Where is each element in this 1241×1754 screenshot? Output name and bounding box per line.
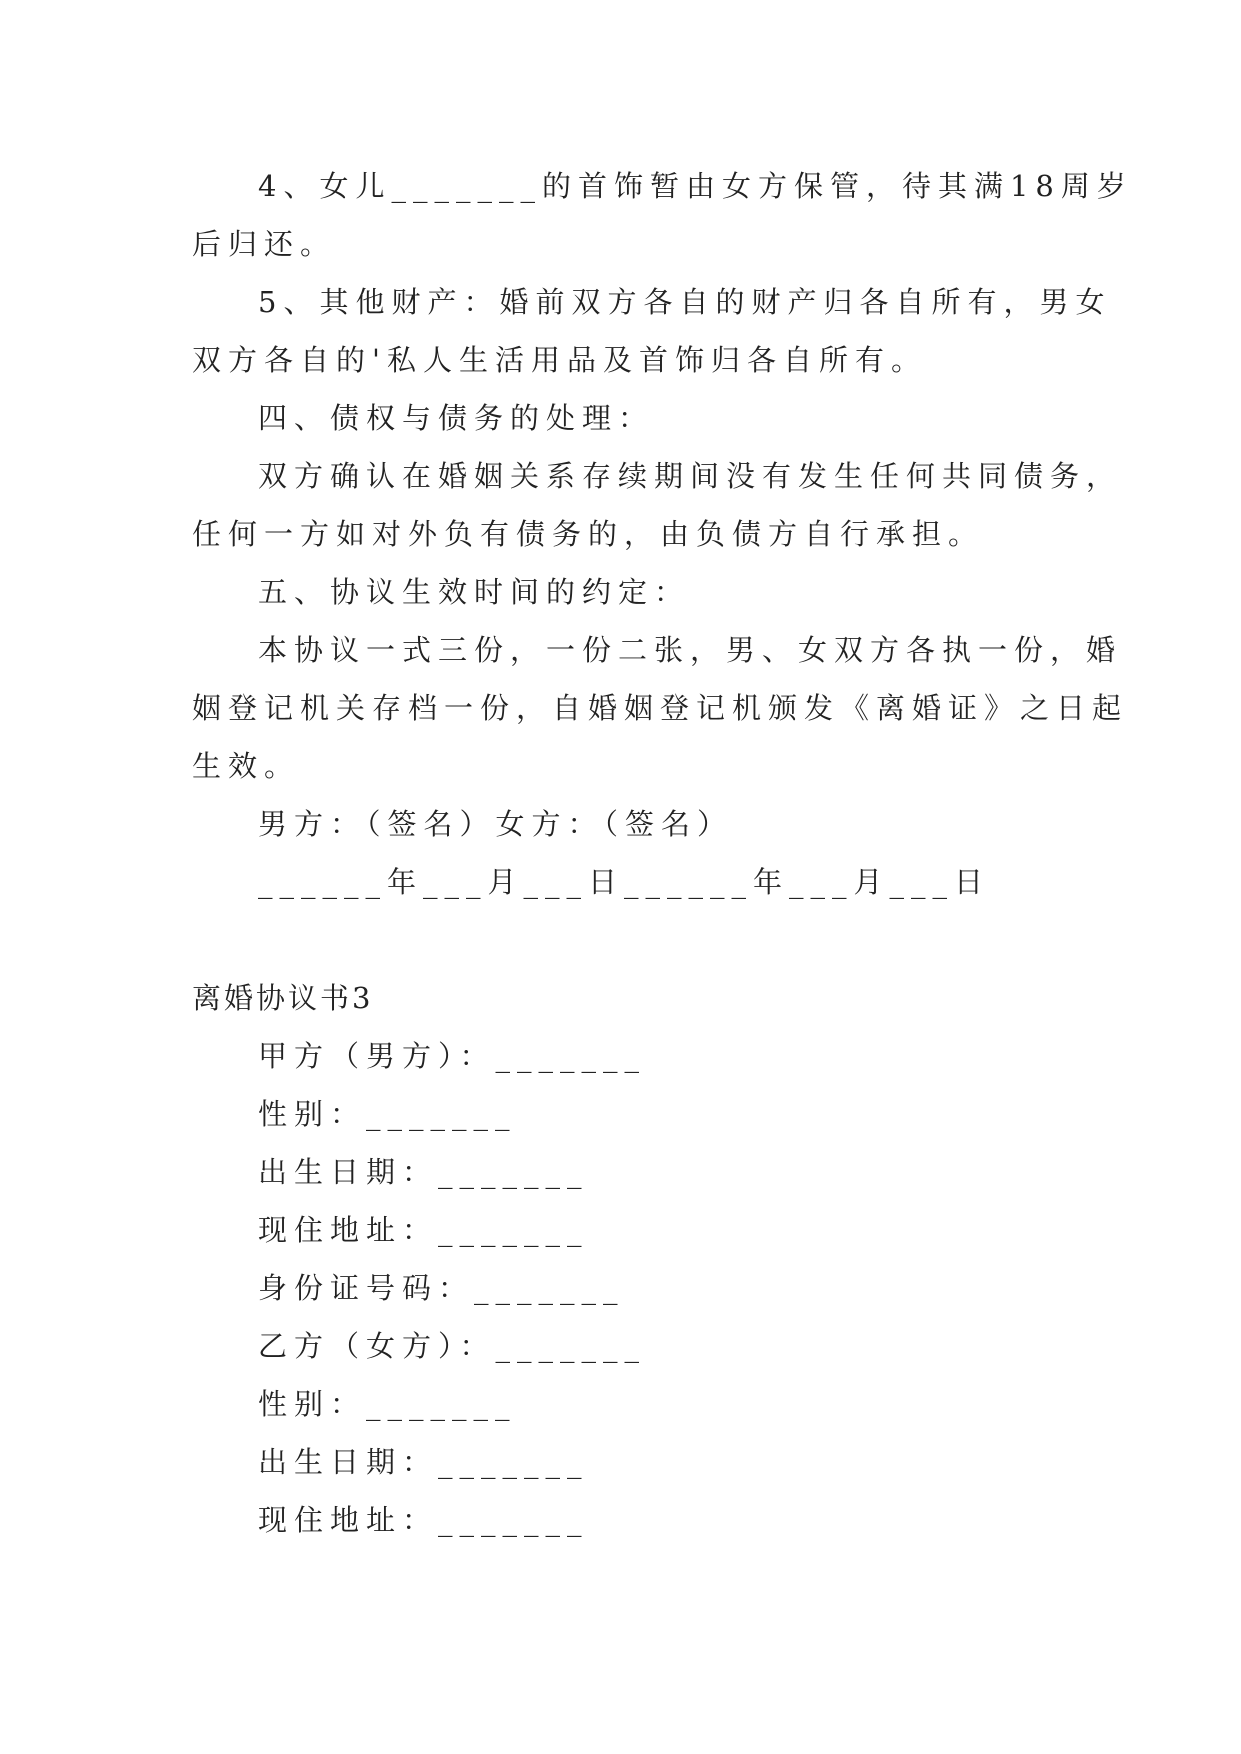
paragraph-line: 双方各自的'私人生活用品及首饰归各自所有。 xyxy=(192,343,927,377)
paragraph-line: 5、其他财产：婚前双方各自的财产归各自所有，男女 xyxy=(258,285,1112,319)
paragraph-line: 生效。 xyxy=(192,749,301,783)
signature-line: 男方：（签名）女方：（签名） xyxy=(258,807,734,841)
paragraph-line: 4、女儿_______的首饰暂由女方保管，待其满18周岁 xyxy=(258,169,1133,203)
party-field: 性别：_______ xyxy=(258,1387,517,1421)
paragraph-line: 姻登记机关存档一份，自婚姻登记机颁发《离婚证》之日起 xyxy=(192,691,1129,725)
party-field: 性别：_______ xyxy=(258,1097,517,1131)
paragraph-line: 本协议一式三份，一份二张，男、女双方各执一份，婚 xyxy=(258,633,1123,667)
section-title: 离婚协议书3 xyxy=(192,981,374,1015)
party-field: 出生日期：_______ xyxy=(258,1445,589,1479)
section-heading-four: 四、债权与债务的处理： xyxy=(258,401,655,435)
section-heading-five: 五、协议生效时间的约定： xyxy=(258,575,691,609)
party-field: 现住地址：_______ xyxy=(258,1213,589,1247)
paragraph-line: 后归还。 xyxy=(192,227,337,261)
party-field: 乙方（女方）：_______ xyxy=(258,1329,647,1363)
party-field: 甲方（男方）：_______ xyxy=(258,1039,647,1073)
date-line: ______年___月___日______年___月___日 xyxy=(258,865,991,899)
party-field: 身份证号码：_______ xyxy=(258,1271,625,1305)
party-field: 出生日期：_______ xyxy=(258,1155,589,1189)
party-field: 现住地址：_______ xyxy=(258,1503,589,1537)
paragraph-line: 双方确认在婚姻关系存续期间没有发生任何共同债务， xyxy=(258,459,1123,493)
paragraph-line: 任何一方如对外负有债务的，由负债方自行承担。 xyxy=(192,517,985,551)
